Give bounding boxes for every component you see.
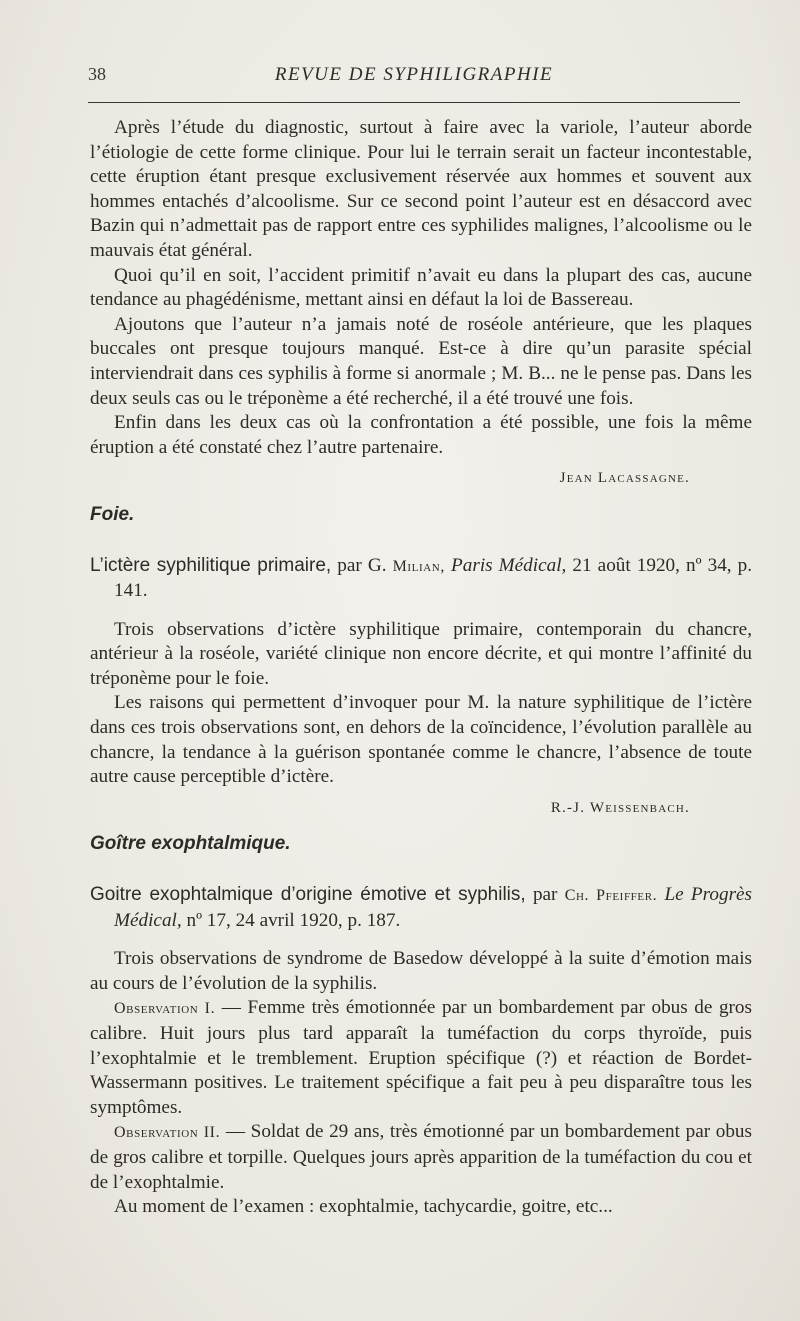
page-body bbox=[90, 116, 752, 1220]
observation-label: Observation II. bbox=[114, 1124, 221, 1142]
observation-text: — Soldat de 29 ans, très émotionné par un bombardement par obus de gros calibre et torpille. Quelques jours après apparition de la tuméfaction du cou et de l’exophtalmie. bbox=[90, 1121, 752, 1193]
article-ref: nº 17, 24 avril 1920, p. 187. bbox=[186, 909, 401, 931]
article-journal: Le Progrès Médical, bbox=[114, 884, 753, 931]
header-rule bbox=[88, 102, 740, 103]
article-reference-goitre bbox=[90, 883, 752, 933]
article-by: par bbox=[532, 884, 558, 906]
article-journal: Paris Médical, bbox=[451, 554, 567, 576]
paragraph: Les raisons qui permettent d’invoquer pour M. la nature syphilitique de l’ictère dans ces trois observations sont, en dehors de la coïncidence, l’évolution parallèle au chancre, la tendance à la guérison spontanée comme le chancre, l’absence de toute autre cause perceptible d’ictère. bbox=[90, 692, 752, 788]
paragraph: Après l’étude du diagnostic, surtout à faire avec la variole, l’auteur aborde l’étiologie de cette forme clinique. Pour lui le terrain serait un facteur incontestable, cette éruption étant presque exclusivement réservée aux hommes et souvent aux hommes entachés d’alcoolisme. Sur ce second point l’auteur est en désaccord avec Bazin qui n’admettait pas de rapport entre ces syphilides malignes, l’alcoolisme ou le mauvais état général. bbox=[90, 117, 752, 261]
paragraph: Ajoutons que l’auteur n’a jamais noté de roséole antérieure, que les plaques buccales ont presque toujours manqué. Est-ce à dire qu’un parasite spécial interviendrait dans ces syphilis à forme si anormale ; M. B... ne le pense pas. Dans les deux seuls cas ou le tréponème a été recherché, il a été trouvé une fois. bbox=[90, 313, 752, 409]
article-by: par G. bbox=[337, 554, 387, 576]
article-title: L’ictère syphilitique primaire, bbox=[90, 554, 332, 576]
observation-text: — Femme très émotionnée par un bombardement par obus de gros calibre. Huit jours plus tard apparaît la tuméfaction du corps thyroïde, puis l’exophtalmie et le tremblement. Eruption spécifique (?) et réaction de Bordet-Wassermann positives. Le traitement spécifique a fait peu à peu disparaître tous les symptômes. bbox=[90, 997, 752, 1118]
article-ref: 21 août 1920, nº 34, p. 141. bbox=[114, 554, 753, 602]
article-reference-ictere bbox=[90, 554, 752, 604]
article-author: Milian, bbox=[392, 557, 445, 575]
section-heading-goitre: Goître exophtalmique. bbox=[90, 833, 291, 855]
running-title: REVUE DE SYPHILIGRAPHIE bbox=[274, 64, 554, 85]
paragraph: Trois observations de syndrome de Basedow développé à la suite d’émotion mais au cours de l’évolution de la syphilis. bbox=[90, 948, 752, 994]
section-heading-foie: Foie. bbox=[90, 503, 135, 525]
article-author: Ch. Pfeiffer. bbox=[564, 887, 658, 905]
paragraph: Trois observations d’ictère syphilitique primaire, contemporain du chancre, antérieur à la roséole, variété clinique non encore décrite, et qui montre l’affinité du tréponème pour le foie. bbox=[90, 618, 752, 689]
signature-weissenbach: R.-J. Weissenbach. bbox=[550, 799, 690, 816]
observation-1 bbox=[90, 996, 752, 1120]
observation-label: Observation I. bbox=[114, 1000, 216, 1018]
paragraph: Enfin dans les deux cas où la confrontation a été possible, une fois la même éruption a été constaté chez l’autre partenaire. bbox=[90, 412, 752, 458]
article-title: Goitre exophtalmique d’origine émotive et syphilis, bbox=[90, 884, 526, 906]
page-number: 38 bbox=[88, 64, 106, 84]
paragraph: Quoi qu’il en soit, l’accident primitif n’avait eu dans la plupart des cas, aucune tendance au phagédénisme, mettant ainsi en défaut la loi de Bassereau. bbox=[90, 264, 752, 311]
running-header bbox=[88, 64, 740, 90]
signature-lacassagne: Jean Lacassagne. bbox=[559, 470, 690, 487]
paragraph: Au moment de l’examen : exophtalmie, tachycardie, goitre, etc... bbox=[114, 1196, 613, 1218]
observation-2 bbox=[90, 1120, 752, 1195]
